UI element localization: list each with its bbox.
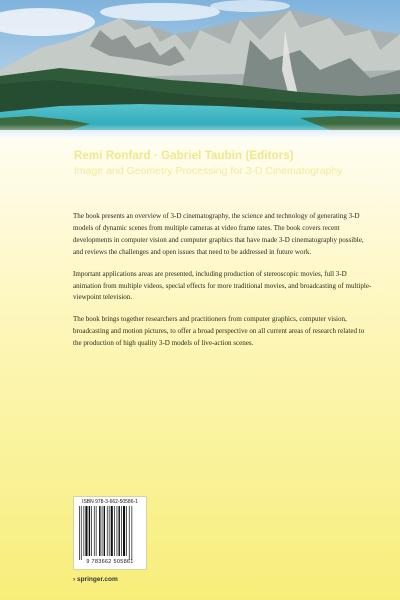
back-cover-blurb	[73, 211, 373, 360]
barcode	[73, 496, 147, 570]
cover-photo-mountain-lake	[0, 0, 400, 138]
isbn-label: ISBN 978-3-662-50586-1	[82, 499, 138, 505]
barcode-bars	[79, 506, 141, 560]
publisher-url: › springer.com	[73, 576, 118, 583]
blurb-paragraph-3: The book brings together researchers and practitioners from computer graphics, computer vision, broadcasting and motion pictures, to offer a broad perspective on all current areas of research related to the production of high quality 3-D models of live-action scenes.	[73, 315, 365, 348]
ean-digits: 9 783662 505861	[86, 559, 134, 565]
author-line: Remi Ronfard · Gabriel Taubin (Editors)	[74, 150, 294, 162]
blurb-paragraph-2: Important applications areas are presented, including production of stereoscopic movies, full 3-D animation from multiple videos, special effects for more traditional movies, and broadcasting of multiple-viewpoint television.	[73, 269, 372, 302]
blurb-paragraph-1: The book presents an overview of 3-D cinematography, the science and technology of generating 3-D models of dynamic scenes from multiple cameras at video frame rates. The book covers recent developments in computer vision and computer graphics that have made 3-D cinematography possible, and reviews the challenges and open issues that need to be addressed in future work.	[73, 212, 364, 256]
series-title: Image and Geometry Processing for 3-D Cinematography	[74, 165, 343, 177]
